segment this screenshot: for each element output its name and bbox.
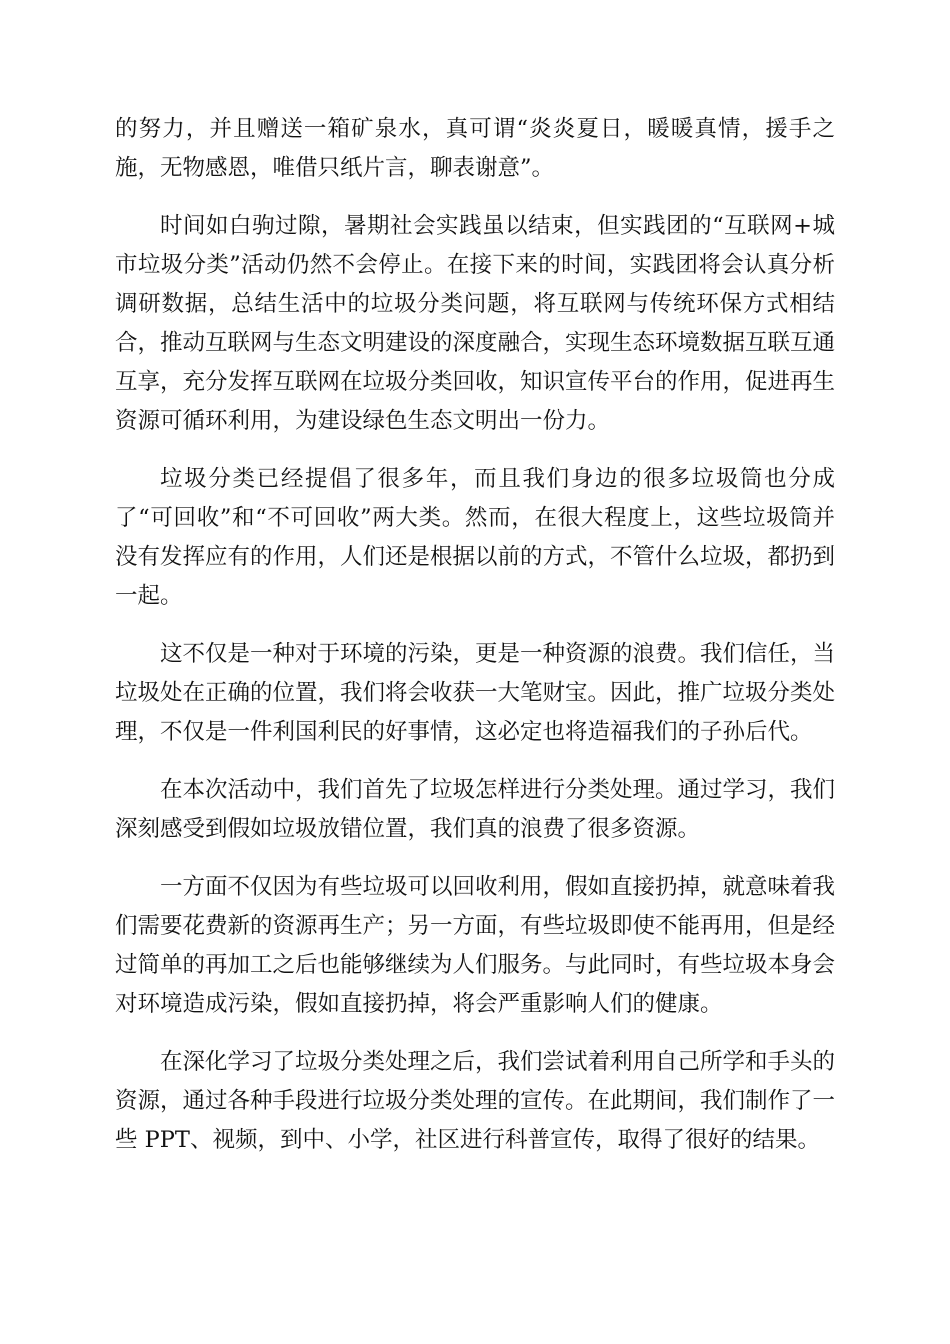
- paragraph: 这不仅是一种对于环境的污染，更是一种资源的浪费。我们信任，当垃圾处在正确的位置，我们将会收获一大笔财宝。因此，推广垃圾分类处理，不仅是一件利国利民的好事情，这必定也将造福我们的子孙后代。: [115, 641, 836, 745]
- paragraph: 在本次活动中，我们首先了垃圾怎样进行分类处理。通过学习，我们深刻感受到假如垃圾放错位置，我们真的浪费了很多资源。: [115, 777, 836, 842]
- paragraph: 在深化学习了垃圾分类处理之后，我们尝试着利用自己所学和手头的资源，通过各种手段进行垃圾分类处理的宣传。在此期间，我们制作了一些 PPT、视频，到中、小学，社区进行科普宣传，取得了很好的结果。: [115, 1049, 836, 1153]
- paragraph-continued: 的努力，并且赠送一箱矿泉水，真可谓“炎炎夏日，暖暖真情，援手之施，无物感恩，唯借只纸片言，聊表谢意”。: [115, 116, 835, 181]
- document-body: [115, 110, 835, 1179]
- paragraph: 垃圾分类已经提倡了很多年，而且我们身边的很多垃圾筒也分成了“可回收”和“不可回收”两大类。然而，在很大程度上，这些垃圾筒并没有发挥应有的作用，人们还是根据以前的方式，不管什么垃圾，都扔到一起。: [115, 466, 836, 609]
- paragraph: 一方面不仅因为有些垃圾可以回收利用，假如直接扔掉，就意味着我们需要花费新的资源再生产；另一方面，有些垃圾即使不能再用，但是经过简单的再加工之后也能够继续为人们服务。与此同时，有些垃圾本身会对环境造成污染，假如直接扔掉，将会严重影响人们的健康。: [115, 874, 836, 1017]
- paragraph: 时间如白驹过隙，暑期社会实践虽以结束，但实践团的“互联网+城市垃圾分类”活动仍然不会停止。在接下来的时间，实践团将会认真分析调研数据，总结生活中的垃圾分类问题，将互联网与传统环保方式相结合，推动互联网与生态文明建设的深度融合，实现生态环境数据互联互通互享，充分发挥互联网在垃圾分类回收，知识宣传平台的作用，促进再生资源可循环利用，为建设绿色生态文明出一份力。: [115, 213, 836, 434]
